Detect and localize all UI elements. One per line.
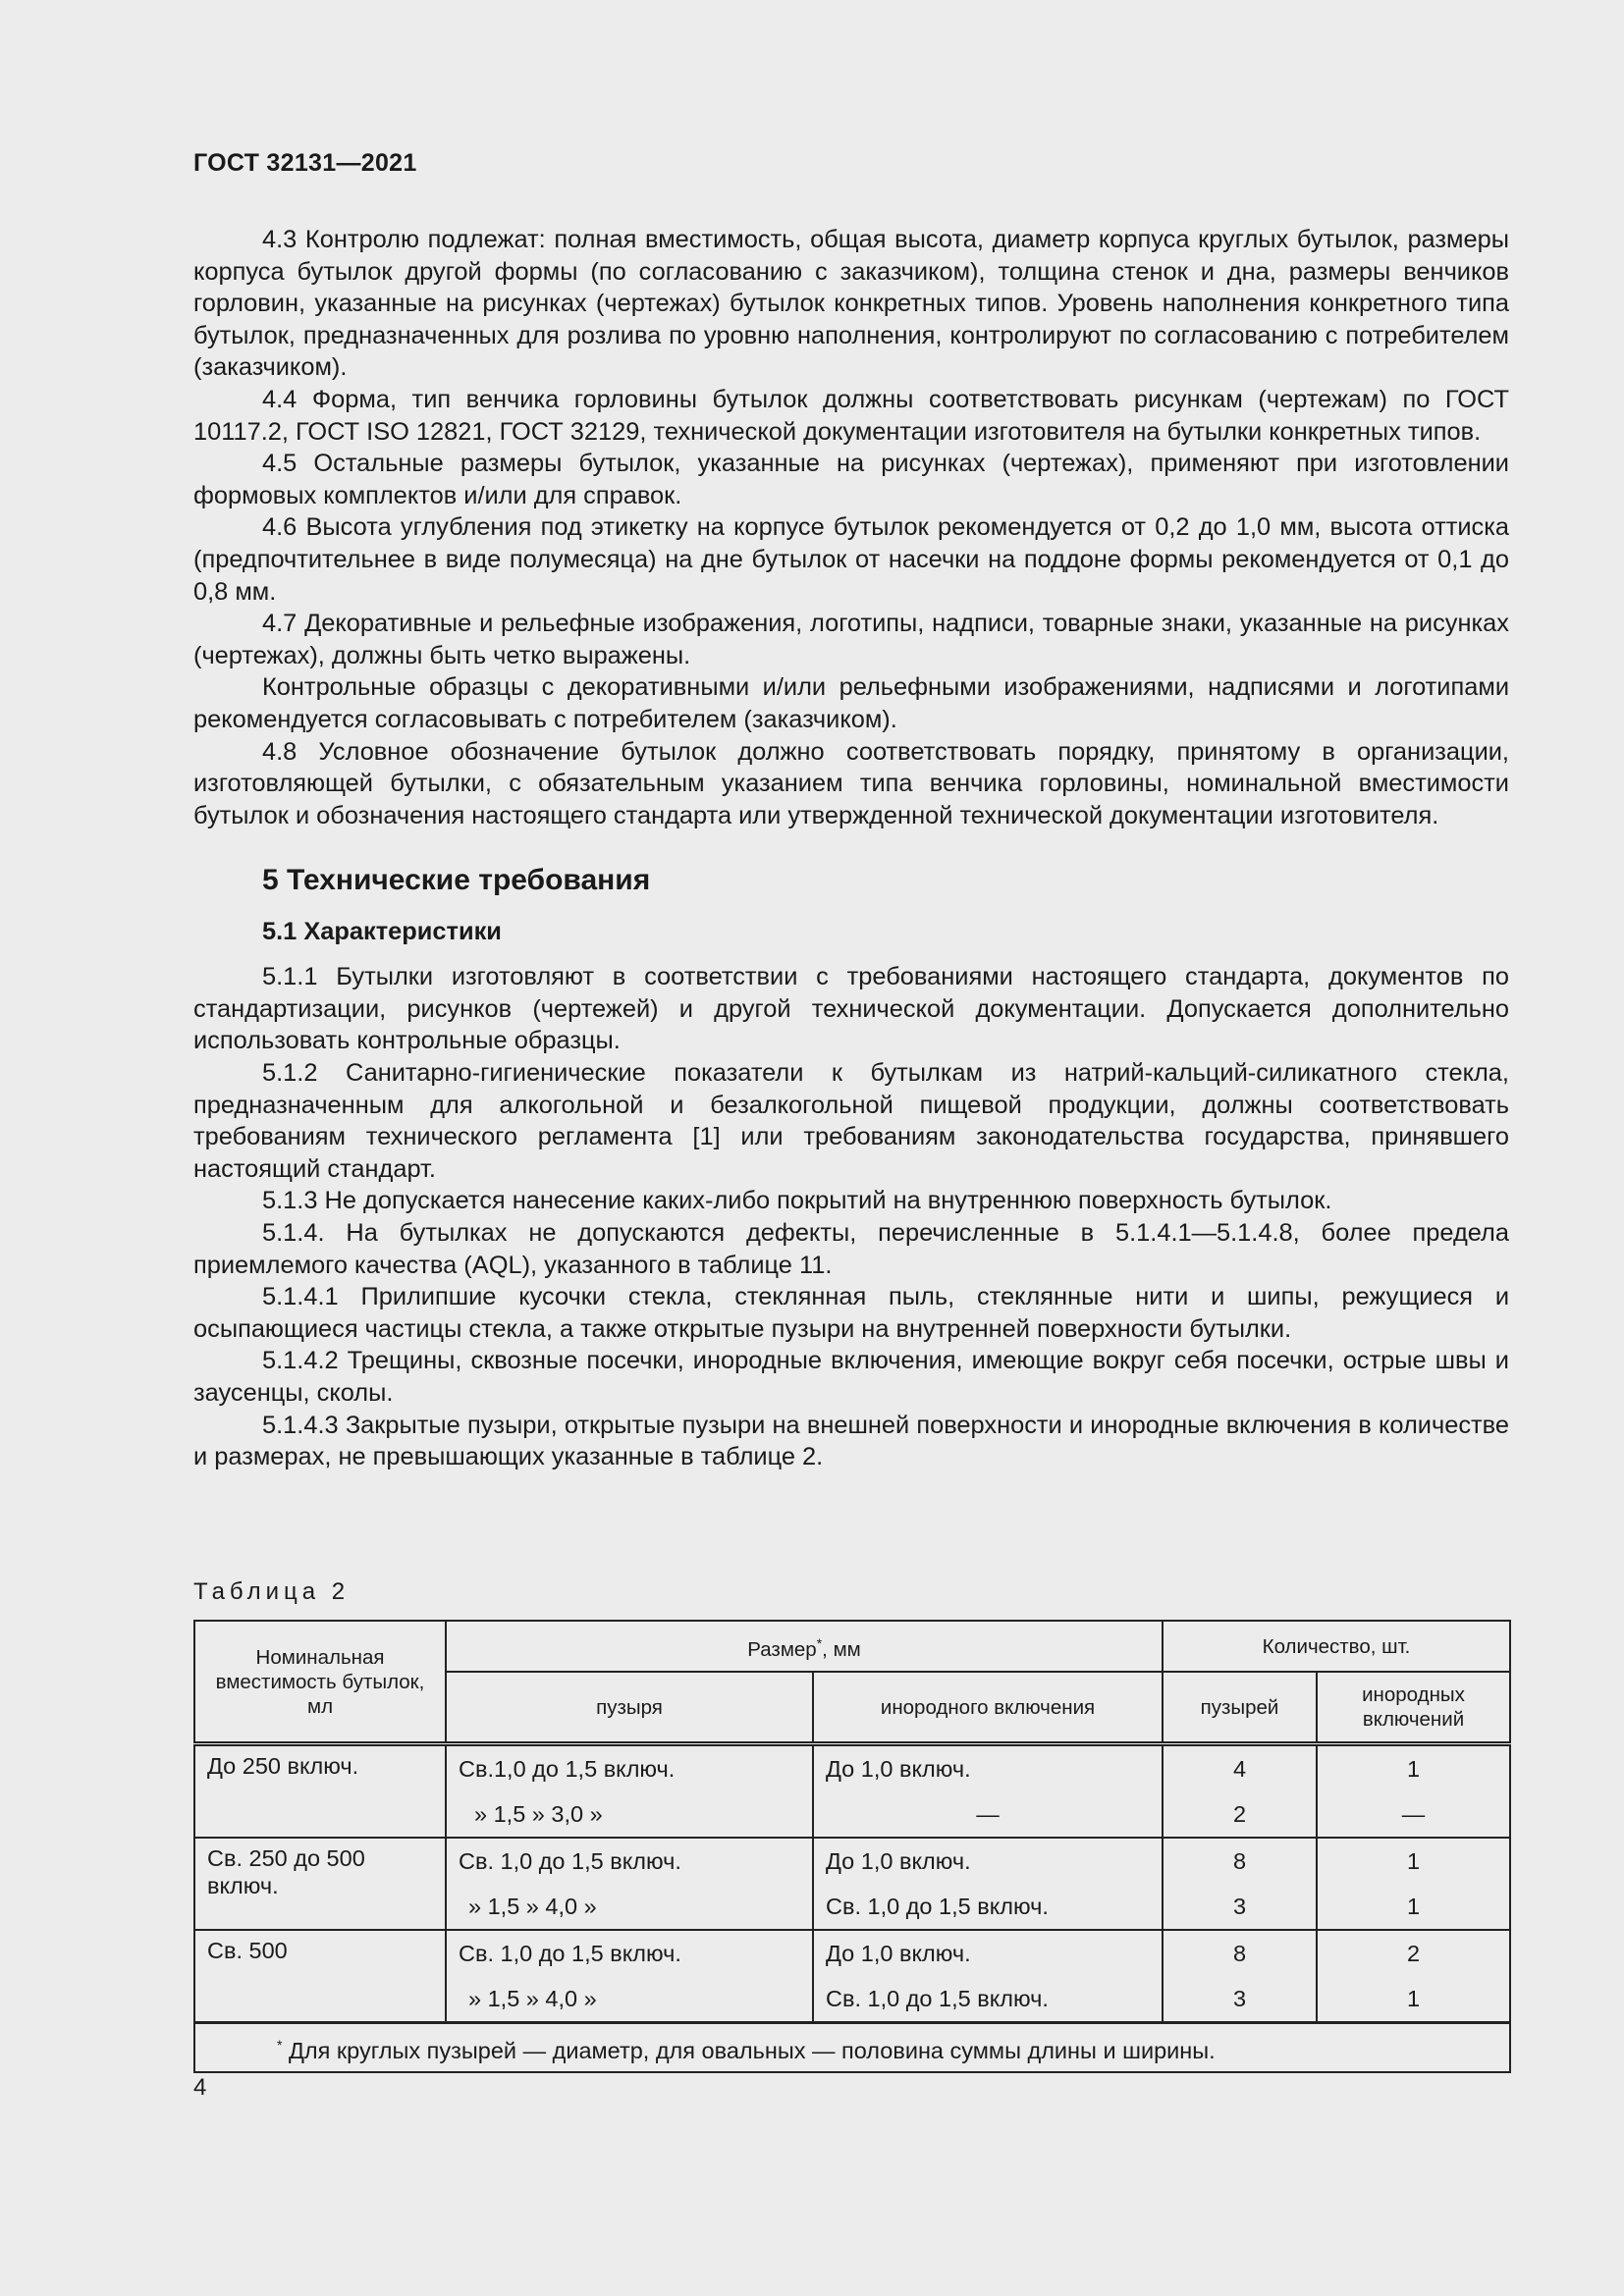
cell-bubble-count: 3 [1163,1884,1317,1930]
header-size [446,1621,1163,1672]
subheader-bubbles: пузырей [1163,1672,1317,1744]
paragraph: 4.5 Остальные размеры бутылок, указанные на рисунках (чертежах), применяют при изготовлении формовых комплектов и/или для справок. [193,450,1509,509]
table-row [194,1930,1510,1976]
table-footnote [194,2023,1510,2073]
cell-bubble-size: » 1,5 » 4,0 » [446,1976,813,2023]
paragraph: 4.8 Условное обозначение бутылок должно соответствовать порядку, принятому в организации, изготовляющей бутылки, с обязательным указанием типа венчика горловины, номинальной вместимости бутылок и обозначения настоящего стандарта или утвержденной технической документации изготовителя. [193,737,1509,829]
paragraph: Контрольные образцы с декоративными и/или рельефными изображениями, надписями и логотипами рекомендуется согласовывать с потребителем (заказчиком). [193,673,1509,733]
cell-bubble-size: Св. 1,0 до 1,5 включ. [446,1930,813,1976]
cell-inclusion-count: 1 [1317,1838,1510,1884]
footnote-text: Для круглых пузырей — диаметр, для овальных — половина суммы длины и ширины. [282,2037,1216,2063]
cell-bubble-count: 8 [1163,1838,1317,1884]
subheader-inclusion: инородного включения [813,1672,1163,1744]
cell-inclusion-size: До 1,0 включ. [813,1838,1163,1884]
header-count: Количество, шт. [1163,1621,1510,1672]
page-number: 4 [193,2074,207,2101]
cell-inclusion-size: До 1,0 включ. [813,1744,1163,1792]
paragraph: 5.1.1 Бутылки изготовляют в соответствии с требованиями настоящего стандарта, документов по стандартизации, рисунков (чертежей) и другой технической документации. Допускается дополнительно использовать контрольные образцы. [193,963,1509,1055]
subheader-inclusions: инородных включений [1317,1672,1510,1744]
table-2 [193,1620,1511,2073]
paragraph: 5.1.4.3 Закрытые пузыри, открытые пузыри на внешней поверхности и инородные включения в количестве и размерах, не превышающих указанные в таблице 2. [193,1411,1509,1471]
table-row [194,1838,1510,1884]
paragraph: 5.1.4.1 Прилипшие кусочки стекла, стеклянная пыль, стеклянные нити и шипы, режущиеся и осыпающиеся частицы стекла, а также открытые пузыри на внутренней поверхности бутылки. [193,1283,1509,1343]
cell-inclusion-size: До 1,0 включ. [813,1930,1163,1976]
paragraph: 4.7 Декоративные и рельефные изображения, логотипы, надписи, товарные знаки, указанные на рисунках (чертежах), должны быть четко выражены. [193,610,1509,669]
cell-capacity: Св. 500 [194,1930,446,2023]
paragraph: 5.1.4. На бутылках не допускаются дефекты, перечисленные в 5.1.4.1—5.1.4.8, более предела приемлемого качества (AQL), указанного в таблице 11. [193,1219,1509,1279]
cell-bubble-size: Св. 1,0 до 1,5 включ. [446,1838,813,1884]
body-text [193,224,1509,1473]
subsection-title: 5.1 Характеристики [262,918,502,946]
subheader-bubble: пузыря [446,1672,813,1744]
cell-bubble-count: 4 [1163,1744,1317,1792]
header-size-unit: , мм [822,1637,861,1661]
paragraph: 4.4 Форма, тип венчика горловины бутылок должны соответствовать рисункам (чертежам) по ГОСТ 10117.2, ГОСТ ISO 12821, ГОСТ 32129, технической документации изготовителя на бутылки конкретных типов. [193,385,1509,446]
cell-inclusion-count: 1 [1317,1744,1510,1792]
cell-inclusion-size: — [813,1791,1163,1838]
document-header: ГОСТ 32131—2021 [193,149,417,177]
cell-inclusion-size: Св. 1,0 до 1,5 включ. [813,1884,1163,1930]
cell-inclusion-count: 1 [1317,1884,1510,1930]
footnote-marker: * [277,2037,283,2054]
paragraph: 5.1.2 Санитарно-гигиенические показатели к бутылкам из натрий-кальций-силикатного стекла, предназначенным для алкогольной и безалкогольной пищевой продукции, должны соответствовать требованиям технического регламента [1] или требованиям законодательства государства, принявшего настоящий стандарт. [193,1059,1509,1183]
cell-capacity: До 250 включ. [194,1744,446,1839]
table-row [194,1744,1510,1792]
paragraph: 4.6 Высота углубления под этикетку на корпусе бутылок рекомендуется от 0,2 до 1,0 мм, высота оттиска (предпочтительнее в виде полумесяца) на дне бутылок от насечки на поддоне формы рекомендуется от 0,1 до 0,8 мм. [193,513,1509,606]
cell-inclusion-size: Св. 1,0 до 1,5 включ. [813,1976,1163,2023]
header-capacity: Номинальная вместимость бутылок, мл [194,1621,446,1744]
cell-bubble-count: 2 [1163,1791,1317,1838]
cell-inclusion-count: — [1317,1791,1510,1838]
cell-bubble-count: 3 [1163,1976,1317,2023]
cell-bubble-size: » 1,5 » 3,0 » [446,1791,813,1838]
table-caption: Таблица 2 [193,1578,351,1605]
cell-bubble-count: 8 [1163,1930,1317,1976]
paragraph: 4.3 Контролю подлежат: полная вместимость, общая высота, диаметр корпуса круглых бутылок, размеры корпуса бутылок другой формы (по согласованию с заказчиком), толщина стенок и дна, размеры венчиков горловин, указанные на рисунках (чертежах) бутылок конкретных типов. Уровень наполнения конкретного типа бутылок, предназначенных для розлива по уровню наполнения, контролируют по согласованию с потребителем (заказчиком). [193,226,1509,382]
paragraph: 5.1.4.2 Трещины, сквозные посечки, инородные включения, имеющие вокруг себя посечки, острые швы и заусенцы, сколы. [193,1347,1509,1407]
paragraph: 5.1.3 Не допускается нанесение каких-либо покрытий на внутреннюю поверхность бутылок. [262,1187,1332,1215]
table-footnote-row [194,2023,1510,2073]
cell-bubble-size: Св.1,0 до 1,5 включ. [446,1744,813,1792]
cell-inclusion-count: 2 [1317,1930,1510,1976]
cell-inclusion-count: 1 [1317,1976,1510,2023]
cell-capacity: Св. 250 до 500 включ. [194,1838,446,1930]
cell-bubble-size: » 1,5 » 4,0 » [446,1884,813,1930]
footnote-marker: * [816,1634,823,1651]
section-title: 5 Технические требования [262,864,651,897]
header-size-label: Размер [747,1637,817,1661]
